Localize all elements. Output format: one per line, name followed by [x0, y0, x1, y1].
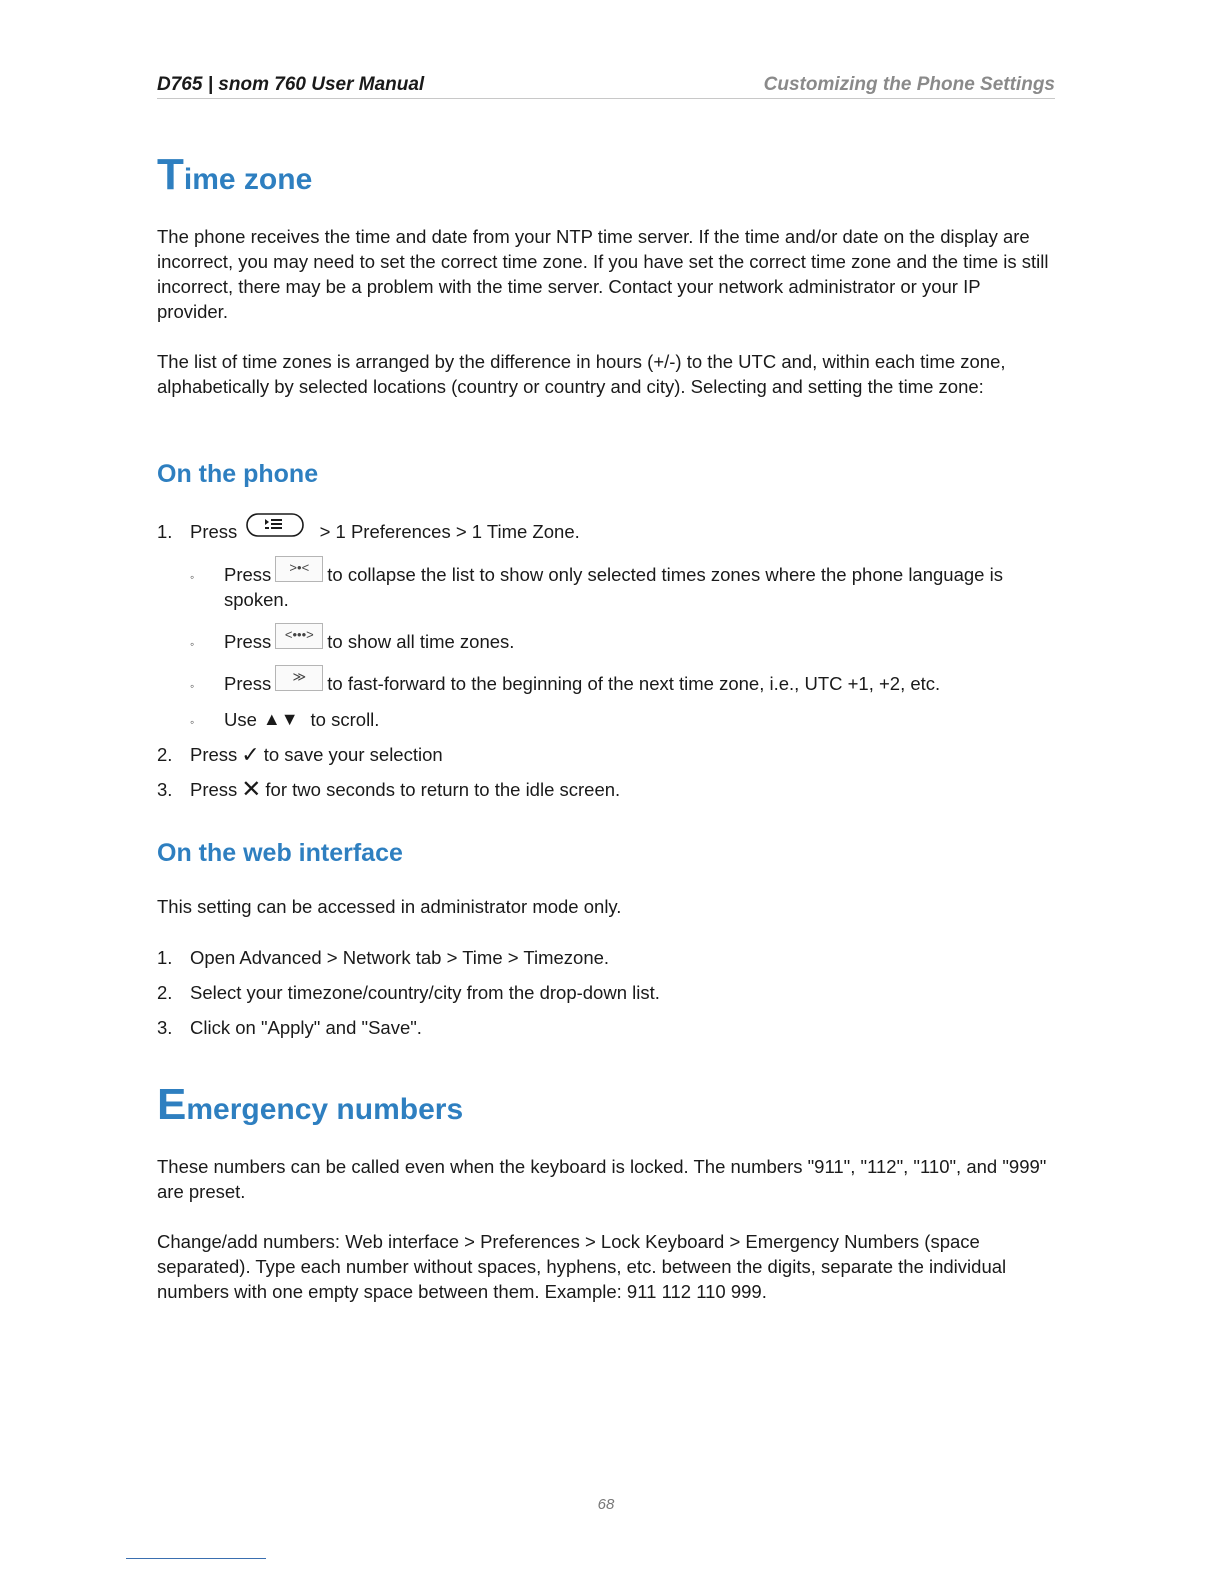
heading-initial: E — [157, 1080, 187, 1129]
expand-key-icon: <•••> — [275, 623, 323, 649]
substep-text: to collapse the list to show only selected times zones where the phone language is — [327, 564, 1003, 585]
on-phone-heading: On the phone — [157, 460, 319, 488]
step-text: to save your selection — [263, 744, 443, 765]
substep-press-label: Press — [224, 631, 272, 652]
phone-substep-collapse-cont: spoken. — [224, 589, 289, 610]
page-number: 68 — [597, 1496, 615, 1513]
menu-key-icon — [246, 513, 304, 543]
step-text: for two seconds to return to the idle screen. — [265, 779, 621, 800]
heading-rest: ime zone — [183, 163, 313, 196]
time-zone-heading — [157, 150, 313, 200]
time-zone-paragraph-2: The list of time zones is arranged by the difference in hours (+/-) to the UTC and, within each time zone, alphabetically by selected locations (country or country and city). Selecting and setting the time zone: — [157, 351, 1006, 397]
header-manual-title: D765 | snom 760 User Manual — [157, 74, 425, 95]
emergency-numbers-heading — [157, 1080, 464, 1130]
on-web-heading: On the web interface — [157, 839, 403, 867]
substep-text: to show all time zones. — [327, 631, 515, 652]
substep-text: to fast-forward to the beginning of the next time zone, i.e., UTC +1, +2, etc. — [327, 673, 941, 694]
step-press-label: Press — [190, 779, 238, 800]
step-number: 1. — [157, 947, 173, 968]
substep-text: to scroll. — [310, 709, 380, 730]
footnote-rule — [126, 1558, 266, 1559]
heading-rest: mergency numbers — [186, 1093, 464, 1126]
step-number: 3. — [157, 1017, 173, 1038]
on-web-intro: This setting can be accessed in administrator mode only. — [157, 896, 622, 917]
heading-initial: T — [157, 150, 184, 199]
collapse-key-icon: >•< — [275, 556, 323, 582]
step-press-label: Press — [190, 744, 238, 765]
close-icon: ✕ — [241, 775, 262, 803]
bullet: ◦ — [190, 570, 195, 584]
step-number: 3. — [157, 779, 173, 800]
step-number: 2. — [157, 982, 173, 1003]
page-header — [157, 74, 1055, 99]
step-text: Open Advanced > Network tab > Time > Timezone. — [190, 947, 610, 968]
substep-press-label: Press — [224, 673, 272, 694]
bullet: ◦ — [190, 637, 195, 651]
bullet: ◦ — [190, 679, 195, 693]
substep-press-label: Press — [224, 564, 272, 585]
checkmark-icon: ✓ — [241, 741, 260, 767]
emergency-paragraph-2: Change/add numbers: Web interface > Preferences > Lock Keyboard > Emergency Numbers (space separated). Type each number without spaces, hyphens, etc. between the digits, separate the individual numbers with one empty space between them. Example: 911 112 110 999. — [157, 1231, 1007, 1302]
header-section-title: Customizing the Phone Settings — [763, 74, 1055, 95]
step-number: 1. — [157, 521, 173, 542]
step-press-label: Press — [190, 521, 238, 542]
emergency-paragraph-1: These numbers can be called even when the keyboard is locked. The numbers "911", "112", "110", and "999" are preset. — [157, 1156, 1047, 1202]
fast-forward-key-icon: ≫ — [275, 665, 323, 691]
bullet: ◦ — [190, 715, 195, 729]
step-text: Click on "Apply" and "Save". — [190, 1017, 422, 1038]
substep-use-label: Use — [224, 709, 257, 730]
step-menu-path: > 1 Preferences > 1 Time Zone. — [319, 521, 580, 542]
step-text: Select your timezone/country/city from the drop-down list. — [190, 982, 660, 1003]
time-zone-paragraph-1: The phone receives the time and date from your NTP time server. If the time and/or date on the display are incorrect, you may need to set the correct time zone. If you have set the correct time zone and the time is still incorrect, there may be a problem with the time server. Contact your network administrator or your IP provider. — [157, 226, 1049, 322]
step-number: 2. — [157, 744, 173, 765]
scroll-arrows-icon: ▲▼ — [262, 708, 299, 729]
